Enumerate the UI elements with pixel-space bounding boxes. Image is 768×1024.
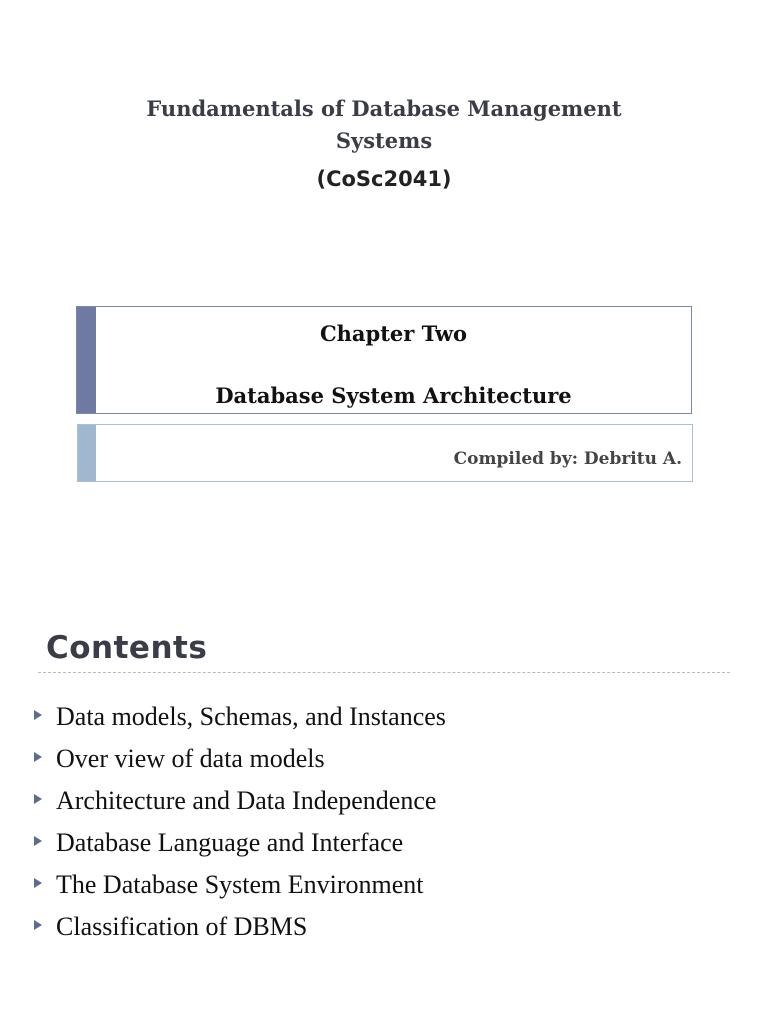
- contents-heading: Contents: [46, 630, 208, 666]
- compiled-by: Compiled by: Debritu A.: [453, 449, 682, 469]
- list-item: [34, 822, 446, 864]
- course-title-line-1: Fundamentals of Database Management: [146, 96, 622, 121]
- triangle-right-icon: [34, 710, 42, 720]
- chapter-label: Chapter Two: [319, 321, 468, 346]
- list-item: [34, 906, 446, 948]
- list-item-text: Data models, Schemas, and Instances: [56, 702, 446, 731]
- list-item-text: Database Language and Interface: [56, 828, 404, 857]
- course-title-line-2: Systems: [335, 128, 433, 153]
- list-item: [34, 780, 446, 822]
- chapter-title: Database System Architecture: [215, 383, 572, 408]
- triangle-right-icon: [34, 920, 42, 930]
- heading-divider: [38, 672, 730, 673]
- list-item-text: The Database System Environment: [56, 870, 424, 899]
- list-item-text: Over view of data models: [56, 744, 325, 773]
- course-code: (CoSc2041): [316, 167, 452, 191]
- list-item-text: Classification of DBMS: [56, 912, 308, 941]
- list-item: [34, 696, 446, 738]
- list-item: [34, 864, 446, 906]
- contents-slide: [0, 600, 768, 1024]
- triangle-right-icon: [34, 878, 42, 888]
- triangle-right-icon: [34, 752, 42, 762]
- chapter-accent-bar: [77, 307, 96, 413]
- triangle-right-icon: [34, 836, 42, 846]
- list-item-text: Architecture and Data Independence: [56, 786, 437, 815]
- chapter-box: [76, 306, 692, 414]
- course-title: [84, 93, 684, 157]
- contents-list: [34, 696, 446, 948]
- triangle-right-icon: [34, 794, 42, 804]
- author-box: [77, 424, 693, 482]
- list-item: [34, 738, 446, 780]
- author-accent-bar: [78, 425, 96, 481]
